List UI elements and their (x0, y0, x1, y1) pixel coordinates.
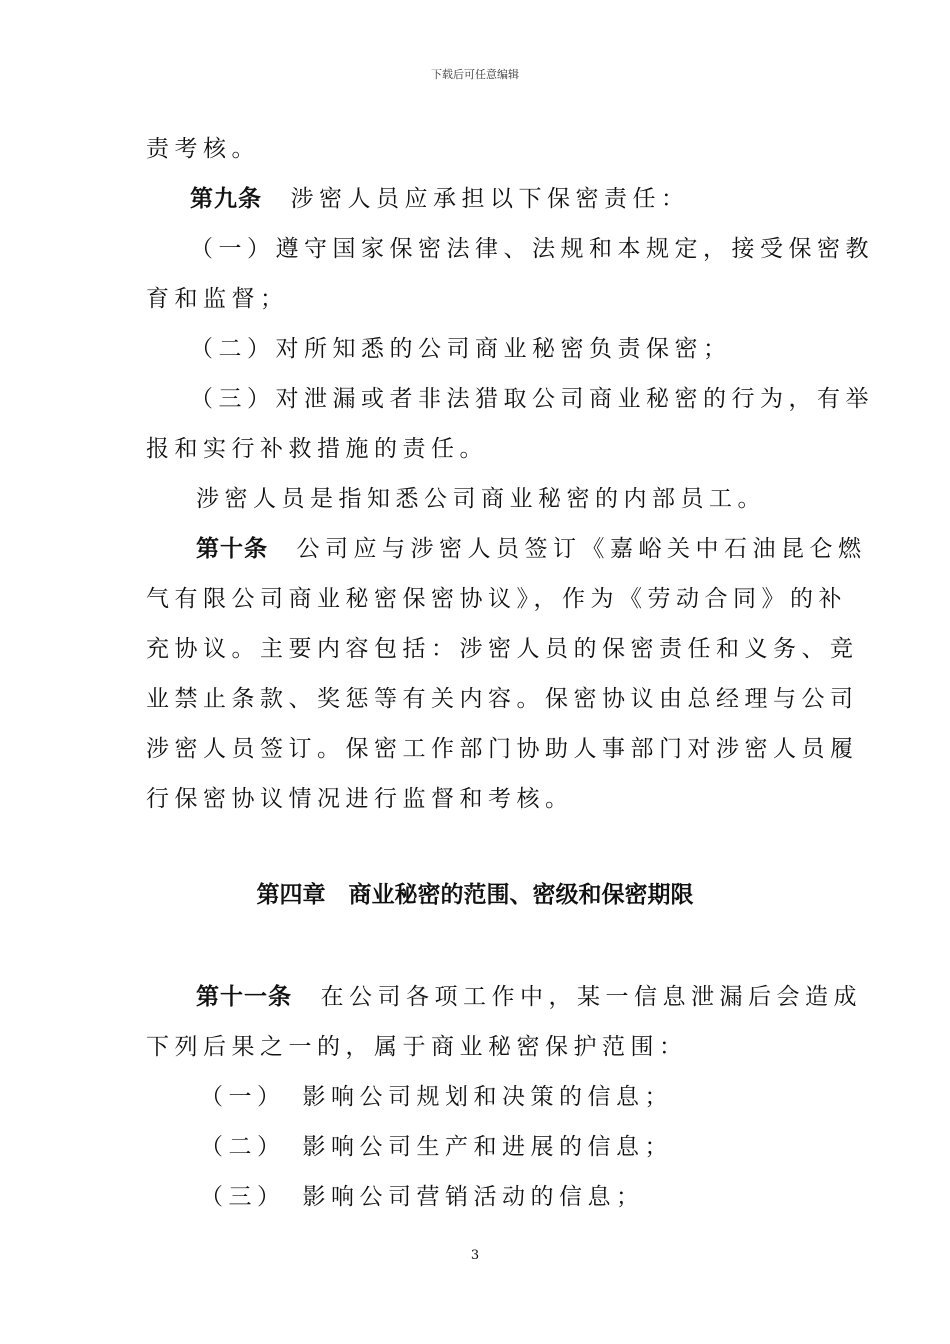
paragraph-line: （二）对所知悉的公司商业秘密负责保密； (190, 336, 732, 362)
paragraph-line: 充协议。主要内容包括：涉密人员的保密责任和义务、竞 (146, 636, 859, 662)
article-label: 第十一条 (196, 983, 292, 1010)
page-header: 下载后可任意编辑 (431, 68, 519, 81)
paragraph-line: 气有限公司商业秘密保密协议》，作为《劳动合同》的补 (146, 586, 847, 612)
paragraph-line: 育和监督； (146, 286, 289, 312)
article-label: 第九条 (190, 185, 262, 212)
paragraph-line: （三）对泄漏或者非法猎取公司商业秘密的行为，有举 (190, 386, 874, 412)
paragraph-line: 下列后果之一的，属于商业秘密保护范围： (146, 1034, 688, 1060)
article-10-heading: 第十条 公司应与涉密人员签订《嘉峪关中石油昆仑燃 (196, 535, 867, 562)
chapter-title: 第四章 商业秘密的范围、密级和保密期限 (256, 881, 694, 908)
article-9-heading: 第九条 涉密人员应承担以下保密责任： (190, 185, 690, 212)
page-number: 3 (470, 1248, 480, 1263)
paragraph-line: 责考核。 (146, 136, 260, 162)
list-item: （一） 影响公司规划和决策的信息； (200, 1084, 673, 1110)
paragraph-line: （一）遵守国家保密法律、法规和本规定，接受保密教 (190, 236, 874, 262)
paragraph-line: 行保密协议情况进行监督和考核。 (146, 786, 574, 812)
paragraph-line: 涉密人员签订。保密工作部门协助人事部门对涉密人员履 (146, 736, 859, 762)
paragraph-line: 业禁止条款、奖惩等有关内容。保密协议由总经理与公司 (146, 686, 859, 712)
article-label: 第十条 (196, 535, 268, 562)
paragraph-line: 报和实行补救措施的责任。 (146, 436, 488, 462)
list-item: （三） 影响公司营销活动的信息； (200, 1184, 645, 1210)
list-item: （二） 影响公司生产和进展的信息； (200, 1134, 673, 1160)
article-11-heading: 第十一条 在公司各项工作中，某一信息泄漏后会造成 (196, 983, 862, 1010)
paragraph-line: 涉密人员是指知悉公司商业秘密的内部员工。 (196, 486, 766, 512)
